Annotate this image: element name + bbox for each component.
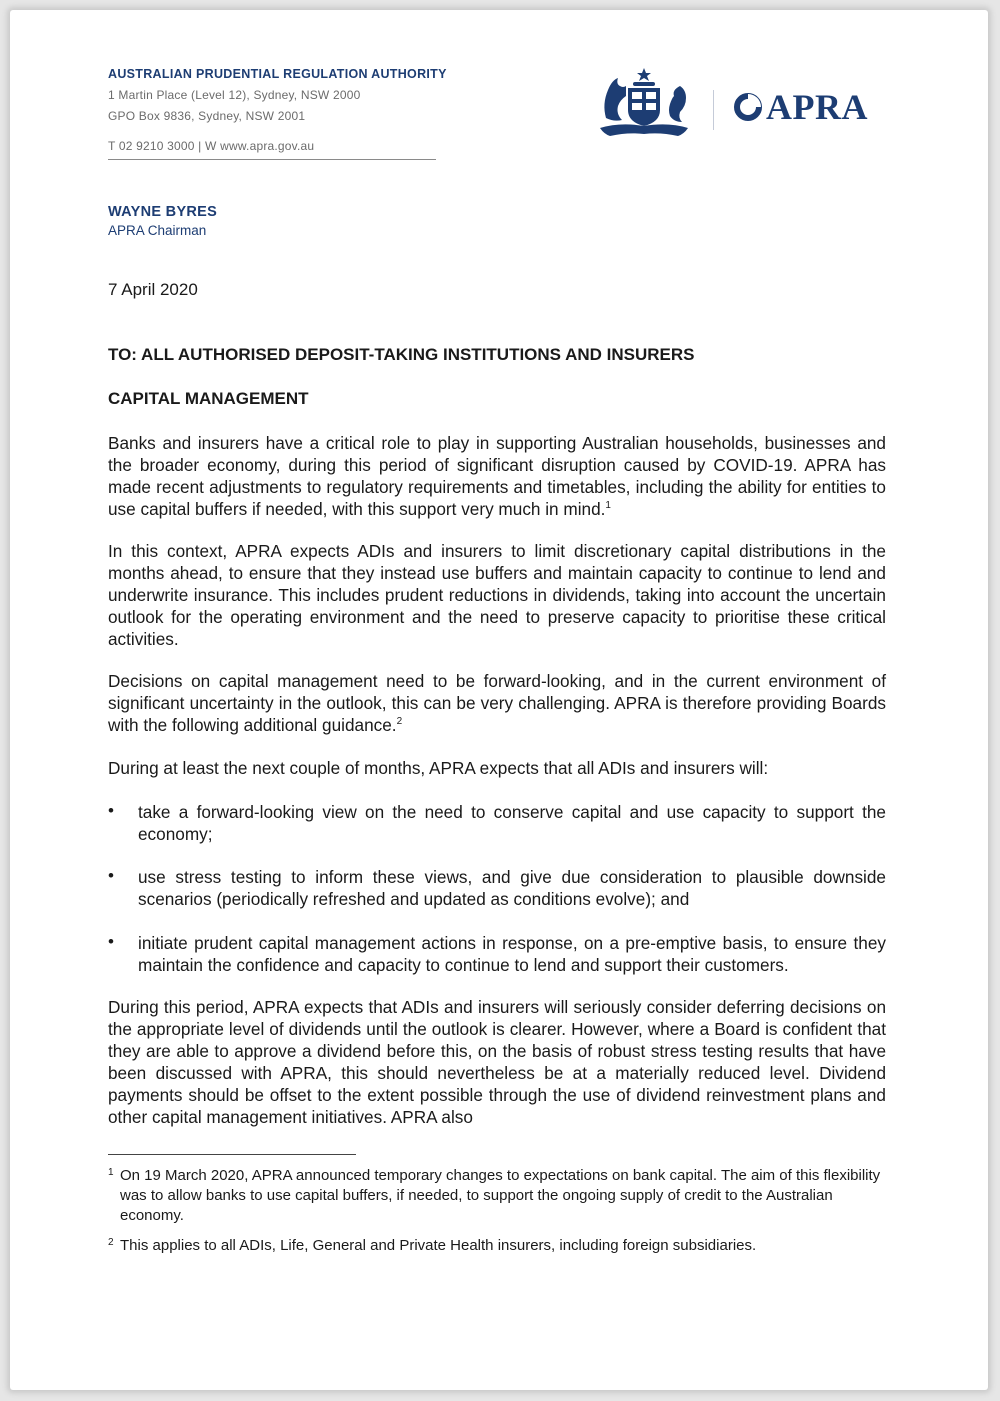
footnote-ref-2: 2	[396, 716, 403, 727]
footnote-2	[108, 1236, 886, 1256]
address-line-1: 1 Martin Place (Level 12), Sydney, NSW 2000	[108, 88, 361, 102]
footnote-number: 2	[108, 1237, 114, 1248]
letter-page	[10, 10, 988, 1390]
recipient-heading: TO: ALL AUTHORISED DEPOSIT-TAKING INSTITUTIONS AND INSURERS	[108, 345, 695, 364]
sender-name: WAYNE BYRES	[108, 204, 218, 220]
coat-of-arms-icon	[592, 66, 696, 142]
footnote-rule	[108, 1154, 356, 1155]
bullet-item: initiate prudent capital management actions in response, on a pre-emptive basis, to ensure they maintain the confidence and capacity to continue to lend and support their customers.	[138, 933, 886, 975]
letter-date: 7 April 2020	[108, 280, 198, 299]
org-name: AUSTRALIAN PRUDENTIAL REGULATION AUTHORITY	[108, 67, 447, 81]
contact-line: T 02 9210 3000 | W www.apra.gov.au	[108, 139, 315, 153]
apra-logo-text: APRA	[766, 87, 868, 127]
apra-logo-mark-icon	[733, 92, 763, 122]
paragraph-4: During at least the next couple of months, APRA expects that all ADIs and insurers will:	[108, 758, 769, 778]
letterhead-rule	[108, 159, 436, 160]
address-line-2: GPO Box 9836, Sydney, NSW 2001	[108, 109, 306, 123]
subject-heading: CAPITAL MANAGEMENT	[108, 389, 309, 408]
bullet-marker: •	[108, 866, 114, 885]
bullet-marker: •	[108, 801, 114, 820]
logo-divider	[713, 90, 714, 130]
paragraph-3-text: Decisions on capital management need to be forward-looking, and in the current environment of significant uncertainty in the outlook, this can be very challenging. APRA is therefore providing Boards with the following additional guidance.	[108, 671, 886, 735]
sender-title: APRA Chairman	[108, 223, 207, 238]
bullet-item: take a forward-looking view on the need to conserve capital and use capacity to support the economy;	[138, 802, 886, 844]
paragraph-2: In this context, APRA expects ADIs and insurers to limit discretionary capital distributions in the months ahead, to ensure that they instead use buffers and maintain capacity to continue to lend and underwrite insurance. This includes prudent reductions in dividends, taking into account the uncertain outlook for the operating environment and the need to preserve capacity to prioritise these critical activities.	[108, 541, 886, 649]
footnote-text: On 19 March 2020, APRA announced temporary changes to expectations on bank capital. The aim of this flexibility was to allow banks to use capital buffers, if needed, to support the ongoing supply of credit to the Australian economy.	[120, 1167, 881, 1224]
paragraph-1-text: Banks and insurers have a critical role to play in supporting Australian households, businesses and the broader economy, during this period of significant disruption caused by COVID-19. APRA has made recent adjustments to regulatory requirements and timetables, including the ability for entities to use capital buffers if needed, with this support very much in mind.	[108, 433, 886, 519]
footnote-number: 1	[108, 1167, 114, 1178]
footnote-ref-1: 1	[605, 500, 611, 511]
paragraph-5: During this period, APRA expects that ADIs and insurers will seriously consider deferring decisions on the appropriate level of dividends until the outlook is clearer. However, where a Board is confident that they are able to approve a dividend before this, on the basis of robust stress testing results that have been discussed with APRA, this should nevertheless be at a materially reduced level. Dividend payments should be offset to the extent possible through the use of dividend reinvestment plans and other capital management initiatives. APRA also	[108, 997, 886, 1127]
footnote-text: This applies to all ADIs, Life, General and Private Health insurers, including foreign subsidiaries.	[120, 1237, 757, 1254]
paragraph-3	[108, 670, 886, 736]
bullet-item: use stress testing to inform these views, and give due consideration to plausible downside scenarios (periodically refreshed and updated as conditions evolve); and	[138, 867, 886, 909]
bullet-marker: •	[108, 932, 114, 951]
footnote-1	[108, 1166, 886, 1226]
paragraph-1	[108, 432, 886, 520]
